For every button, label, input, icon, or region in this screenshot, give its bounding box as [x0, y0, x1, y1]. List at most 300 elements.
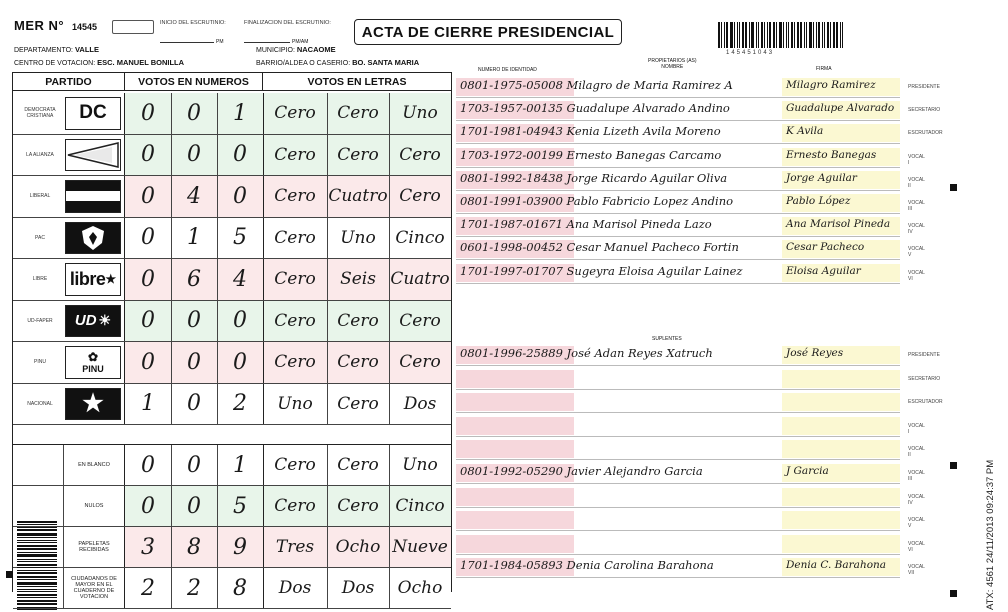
vote-digit: 0 [141, 142, 155, 168]
vote-word: Cinco [395, 227, 445, 248]
id-field-bg [456, 511, 574, 529]
summary-separator [63, 445, 64, 485]
member-role: PRESIDENTE [908, 352, 940, 358]
party-row [13, 218, 451, 260]
centro-votacion: CENTRO DE VOTACION: ESC. MANUEL BONILLA [14, 58, 185, 67]
firma-field-bg [782, 488, 900, 506]
column-line [263, 342, 264, 383]
summary-separator [63, 527, 64, 567]
vote-digit: 8 [233, 575, 247, 601]
column-line [327, 445, 328, 485]
inicio-pm: PM [216, 39, 224, 45]
column-line [217, 527, 218, 567]
barcode-bar [17, 576, 57, 578]
column-line [263, 384, 264, 425]
vote-word: Seis [340, 269, 376, 290]
vote-digit: 4 [233, 266, 247, 292]
column-line [171, 445, 172, 485]
vote-digit: 3 [141, 534, 155, 560]
summary-label-cell [13, 486, 125, 526]
member-role: VOCAL III [908, 200, 925, 212]
barcode-number: 145451043 [726, 50, 775, 56]
member-id-name: 0801-1996-25889 José Adan Reyes Xatruch [460, 346, 713, 360]
vote-word: Dos [403, 393, 437, 414]
member-signature: Ernesto Banegas [786, 148, 877, 161]
vote-word: Cero [274, 186, 316, 207]
member-row [456, 262, 925, 284]
vote-digit: 0 [187, 493, 201, 519]
vote-word: Cero [399, 186, 441, 207]
party-row [13, 384, 451, 426]
id-field-bg [456, 535, 574, 553]
barcode-bar [17, 572, 57, 574]
vote-word: Ocho [335, 537, 381, 557]
barcode-bar [17, 529, 57, 531]
barcode-bar [767, 22, 768, 48]
barcode-bar [734, 22, 735, 48]
vote-digit: 0 [187, 308, 201, 334]
member-row [456, 192, 925, 214]
vote-digit: 0 [233, 349, 247, 375]
barcode-bar [17, 537, 57, 538]
column-line [263, 486, 264, 526]
row-line [456, 97, 900, 98]
member-signature: Pablo López [786, 195, 851, 207]
vote-digit: 0 [187, 391, 201, 417]
vote-word: Cero [337, 455, 379, 475]
id-field-bg [456, 417, 574, 435]
barcode-bar [17, 561, 57, 562]
member-signature: Jorge Aguilar [786, 171, 857, 184]
barcode-bar [17, 540, 57, 541]
libre-logo-icon: libre ★ [65, 263, 121, 296]
member-role: ESCRUTADOR [908, 399, 943, 406]
member-role: VOCAL I [908, 153, 925, 166]
member-role: SECRETARIO [908, 375, 941, 382]
barcode-bar [17, 600, 57, 602]
party-cell [13, 218, 125, 259]
barcode-bar [745, 22, 747, 48]
barcode-bar [822, 22, 823, 48]
member-role: VOCAL VI [908, 540, 925, 553]
vote-word: Cero [337, 352, 379, 373]
column-line [389, 93, 390, 134]
barcode-bar [794, 22, 795, 48]
member-row [456, 238, 925, 260]
propietarios-label: PROPIETARIOS (AS) NOMBRE [648, 58, 697, 70]
member-role: VOCAL I [908, 422, 925, 435]
id-field-bg [456, 370, 574, 388]
column-line [217, 342, 218, 383]
row-line [456, 483, 900, 484]
barcode-bar [17, 567, 57, 568]
column-line [217, 568, 218, 608]
vote-digit: 1 [141, 391, 155, 417]
member-id-name: 1701-1981-04943 Kenia Lizeth Avila Moreno [460, 124, 721, 139]
vote-word: Cero [337, 144, 379, 165]
party-row [13, 301, 451, 343]
column-line [389, 445, 390, 485]
firma-label: FIRMA [816, 66, 832, 72]
id-field-bg [456, 440, 574, 458]
barcode-bar [791, 22, 793, 48]
member-role: SECRETARIO [908, 107, 941, 114]
member-id-name: 0801-1992-05290 Javier Alejandro Garcia [460, 464, 703, 478]
member-signature: K Avila [786, 125, 824, 138]
member-role: VOCAL III [908, 470, 925, 482]
barcode-bar [724, 22, 725, 48]
vote-digit: 8 [187, 534, 201, 560]
barcode-bar [806, 22, 807, 48]
member-id-name: 0601-1998-00452 Cesar Manuel Pacheco Fortin [460, 240, 739, 255]
barcode-bar [813, 22, 814, 48]
vote-digit: 0 [141, 266, 155, 292]
member-row [456, 344, 940, 366]
summary-label: PAPELETAS RECIBIDAS [78, 541, 110, 553]
party-row [13, 176, 451, 218]
column-line [389, 486, 390, 526]
suplentes-label: SUPLENTES [652, 336, 682, 342]
barcode-bar [756, 22, 757, 48]
member-row [456, 556, 925, 578]
column-line [171, 176, 172, 217]
barcode-bar [17, 545, 57, 547]
summary-separator [63, 486, 64, 526]
member-row [456, 438, 925, 460]
row-line [456, 259, 900, 260]
column-line [327, 259, 328, 300]
column-line [327, 176, 328, 217]
vote-word: Cero [274, 352, 316, 373]
party-cell [13, 301, 125, 342]
row-line [456, 143, 900, 144]
vote-word: Tres [275, 537, 315, 557]
column-line [327, 486, 328, 526]
vote-digit: 0 [141, 452, 155, 478]
party-name: DEMOCRATA CRISTIANA [24, 107, 56, 120]
liberal-flag-icon [65, 180, 121, 213]
vote-word: Uno [402, 455, 438, 475]
vote-word: Uno [402, 103, 438, 124]
column-line [171, 259, 172, 300]
member-signature: Denia C. Barahona [786, 559, 887, 572]
column-line [171, 218, 172, 259]
barcode-bar [761, 22, 763, 48]
party-name: LIBERAL [29, 193, 51, 200]
column-line [263, 568, 264, 608]
barcode-bar [17, 564, 57, 566]
column-line [263, 445, 264, 485]
row-line [456, 530, 900, 531]
firma-field-bg [782, 511, 900, 529]
party-cell [13, 342, 125, 383]
member-role: VOCAL IV [908, 223, 925, 236]
column-line [389, 259, 390, 300]
departamento: DEPARTAMENTO: VALLE [14, 45, 99, 54]
barcode-bar [749, 22, 750, 48]
vote-word: Cero [274, 496, 316, 516]
summary-label: EN BLANCO [78, 462, 110, 468]
column-line [263, 218, 264, 259]
party-name: UD-FAPER [27, 317, 53, 324]
vote-digit: 0 [141, 349, 155, 375]
barcode-bar [809, 22, 812, 48]
vote-digit: 0 [187, 349, 201, 375]
firma-field-bg [782, 370, 900, 388]
firma-field-bg [782, 535, 900, 553]
stamp-box [112, 20, 154, 34]
barcode-bar [17, 586, 57, 587]
nacional-star-icon: ★ [65, 388, 121, 421]
firma-field-bg [782, 440, 900, 458]
column-line [263, 93, 264, 134]
vote-word: Uno [277, 393, 313, 414]
vote-word: Cero [337, 310, 379, 331]
vote-word: Cero [337, 496, 379, 516]
member-role: VOCAL VI [908, 269, 925, 282]
barcode-bar [786, 22, 787, 48]
vote-digit: 2 [187, 575, 201, 601]
column-line [217, 445, 218, 485]
column-line [263, 259, 264, 300]
barcode-bar [17, 552, 57, 553]
alianza-logo-icon [65, 139, 121, 172]
column-line [389, 301, 390, 342]
barcode-bar [17, 579, 57, 580]
barcode-left [17, 521, 57, 612]
barcode-bar [17, 603, 57, 605]
firma-field-bg [782, 393, 900, 411]
vote-digit: 0 [233, 183, 247, 209]
row-line [456, 412, 900, 413]
member-signature: Eloisa Aguilar [786, 264, 861, 277]
row-line [456, 389, 900, 390]
summary-row [13, 445, 451, 486]
barcode-bar [827, 22, 829, 48]
vote-digit: 0 [233, 142, 247, 168]
vote-word: Cero [337, 103, 379, 124]
barcode-bar [17, 527, 57, 528]
member-id-name: 1703-1972-00199 Ernesto Banegas Carcamo [460, 147, 722, 162]
vote-word: Dos [341, 578, 375, 598]
vote-digit: 0 [187, 100, 201, 126]
party-name: LIBRE [32, 276, 48, 283]
fin-line [244, 42, 290, 43]
member-signature: J Garcia [786, 465, 829, 477]
barcode-top [718, 22, 848, 48]
member-row [456, 76, 940, 98]
barcode-bar [769, 22, 771, 48]
member-row [456, 486, 925, 508]
member-id-name: 1703-1957-00135 Guadalupe Alvarado Andino [460, 101, 730, 116]
vote-digit: 1 [233, 100, 247, 126]
column-line [263, 135, 264, 176]
barcode-bar [751, 22, 754, 48]
barcode-bar [758, 22, 759, 48]
summary-row [13, 486, 451, 527]
party-cell [13, 384, 125, 425]
party-name: LA ALIANZA [26, 151, 54, 158]
finalizacion-label: FINALIZACION DEL ESCRUTINIO: [244, 20, 331, 26]
vote-word: Cuatro [390, 269, 450, 290]
vote-digit: 1 [233, 452, 247, 478]
member-id-name: 0801-1992-18438 Jorge Ricardo Aguilar Oliva [460, 170, 728, 185]
row-line [456, 507, 900, 508]
barcode-bar [764, 22, 765, 48]
column-line [327, 342, 328, 383]
barcode-bar [836, 22, 838, 48]
barcode-bar [17, 589, 57, 590]
vote-word: Cero [399, 352, 441, 373]
summary-label-cell [13, 445, 125, 485]
member-signature: Ana Marisol Pineda [786, 218, 891, 231]
vote-word: Cero [399, 310, 441, 331]
column-line [327, 93, 328, 134]
pac-logo-icon [65, 222, 121, 255]
member-row [456, 509, 925, 531]
page-title: ACTA DE CIERRE PRESIDENCIAL [354, 19, 622, 45]
party-cell [13, 93, 125, 134]
member-id-name: 1701-1997-01707 Sugeyra Eloisa Aguilar Lainez [460, 263, 743, 278]
member-role: VOCAL II [908, 176, 925, 189]
column-line [263, 301, 264, 342]
vote-word: Ocho [397, 578, 443, 598]
party-name: PINU [34, 359, 46, 366]
member-row [456, 99, 941, 121]
vote-digit: 0 [141, 225, 155, 251]
member-row [456, 215, 925, 237]
party-cell [13, 135, 125, 176]
vote-word: Cero [274, 103, 316, 124]
member-role: VOCAL V [908, 517, 925, 530]
barcode-bar [17, 591, 57, 592]
column-line [171, 301, 172, 342]
column-line [217, 384, 218, 425]
member-signature: Milagro Ramirez [786, 79, 876, 91]
column-line [171, 384, 172, 425]
column-line [327, 301, 328, 342]
member-signature: Guadalupe Alvarado [786, 102, 895, 115]
summary-row [13, 568, 451, 609]
member-row [456, 169, 925, 191]
vote-word: Cuatro [328, 186, 388, 207]
column-line [217, 259, 218, 300]
barcode-bar [737, 22, 738, 48]
vote-digit: 2 [141, 575, 155, 601]
column-line [389, 176, 390, 217]
party-name: NACIONAL [27, 400, 53, 407]
column-line [327, 527, 328, 567]
row-line [456, 236, 900, 237]
column-line [263, 176, 264, 217]
barcode-bar [17, 533, 57, 536]
column-line [217, 301, 218, 342]
row-line [456, 213, 900, 214]
firma-field-bg [782, 417, 900, 435]
inicio-line [160, 42, 214, 43]
member-role: VOCAL II [908, 446, 925, 459]
vote-digit: 0 [141, 493, 155, 519]
member-role: ESCRUTADOR [908, 130, 943, 137]
summary-label: CIUDADANOS DE MAYOR EN EL CUADERNO DE VOTACION [71, 576, 117, 600]
vote-word: Cero [274, 310, 316, 331]
barcode-bar [17, 521, 57, 523]
vote-digit: 1 [187, 225, 201, 251]
column-line [327, 384, 328, 425]
ud-logo-icon: UD ☀ [65, 305, 121, 338]
column-line [171, 342, 172, 383]
id-field-bg [456, 393, 574, 411]
column-line [217, 176, 218, 217]
member-role: VOCAL V [908, 246, 925, 259]
vote-digit: 0 [187, 142, 201, 168]
barcode-bar [824, 22, 825, 48]
barcode-bar [17, 607, 57, 608]
member-row [456, 415, 925, 437]
barcode-bar [726, 22, 728, 48]
party-row [13, 259, 451, 301]
member-row [456, 368, 941, 390]
barcode-bar [739, 22, 740, 48]
barcode-bar [783, 22, 784, 48]
side-stamp: ATX: 4561 24/11/2013 09:24:37 PM [985, 459, 996, 610]
barcode-bar [17, 570, 57, 571]
vote-word: Cero [337, 393, 379, 414]
column-line [217, 218, 218, 259]
column-line [389, 218, 390, 259]
member-role: PRESIDENTE [908, 84, 940, 90]
barcode-bar [800, 22, 802, 48]
vote-word: Cero [274, 227, 316, 248]
barcode-bar [17, 524, 57, 525]
barcode-bar [833, 22, 835, 48]
column-line [217, 93, 218, 134]
barcode-bar [816, 22, 817, 48]
vote-word: Cero [399, 144, 441, 165]
column-line [263, 527, 264, 567]
row-line [456, 577, 900, 578]
summary-separator [63, 568, 64, 608]
barcode-bar [17, 597, 57, 598]
member-row [456, 146, 925, 168]
barcode-bar [17, 559, 57, 560]
vote-digit: 0 [141, 308, 155, 334]
member-row [456, 533, 925, 555]
th-partido: PARTIDO [13, 73, 125, 91]
row-line [456, 283, 900, 284]
barrio: BARRIO/ALDEA O CASERIO: BO. SANTA MARIA [256, 58, 420, 67]
barcode-bar [17, 548, 57, 550]
column-line [389, 568, 390, 608]
party-cell [13, 259, 125, 300]
vote-word: Dos [278, 578, 312, 598]
member-signature: Cesar Pacheco [786, 241, 865, 254]
barcode-bar [17, 609, 57, 610]
member-role: VOCAL IV [908, 493, 925, 506]
barcode-bar [742, 22, 744, 48]
vote-word: Cero [274, 269, 316, 290]
party-row [13, 342, 451, 384]
th-letras: VOTOS EN LETRAS [263, 73, 451, 91]
registration-mark [950, 462, 957, 469]
registration-mark [6, 571, 13, 578]
registration-mark [950, 590, 957, 597]
dc-logo-icon: DC [65, 97, 121, 130]
barcode-bar [797, 22, 799, 48]
member-row [456, 462, 925, 484]
vote-word: Uno [340, 227, 376, 248]
member-id-name: 0801-1975-05008 Milagro de Maria Ramirez A [460, 78, 733, 92]
